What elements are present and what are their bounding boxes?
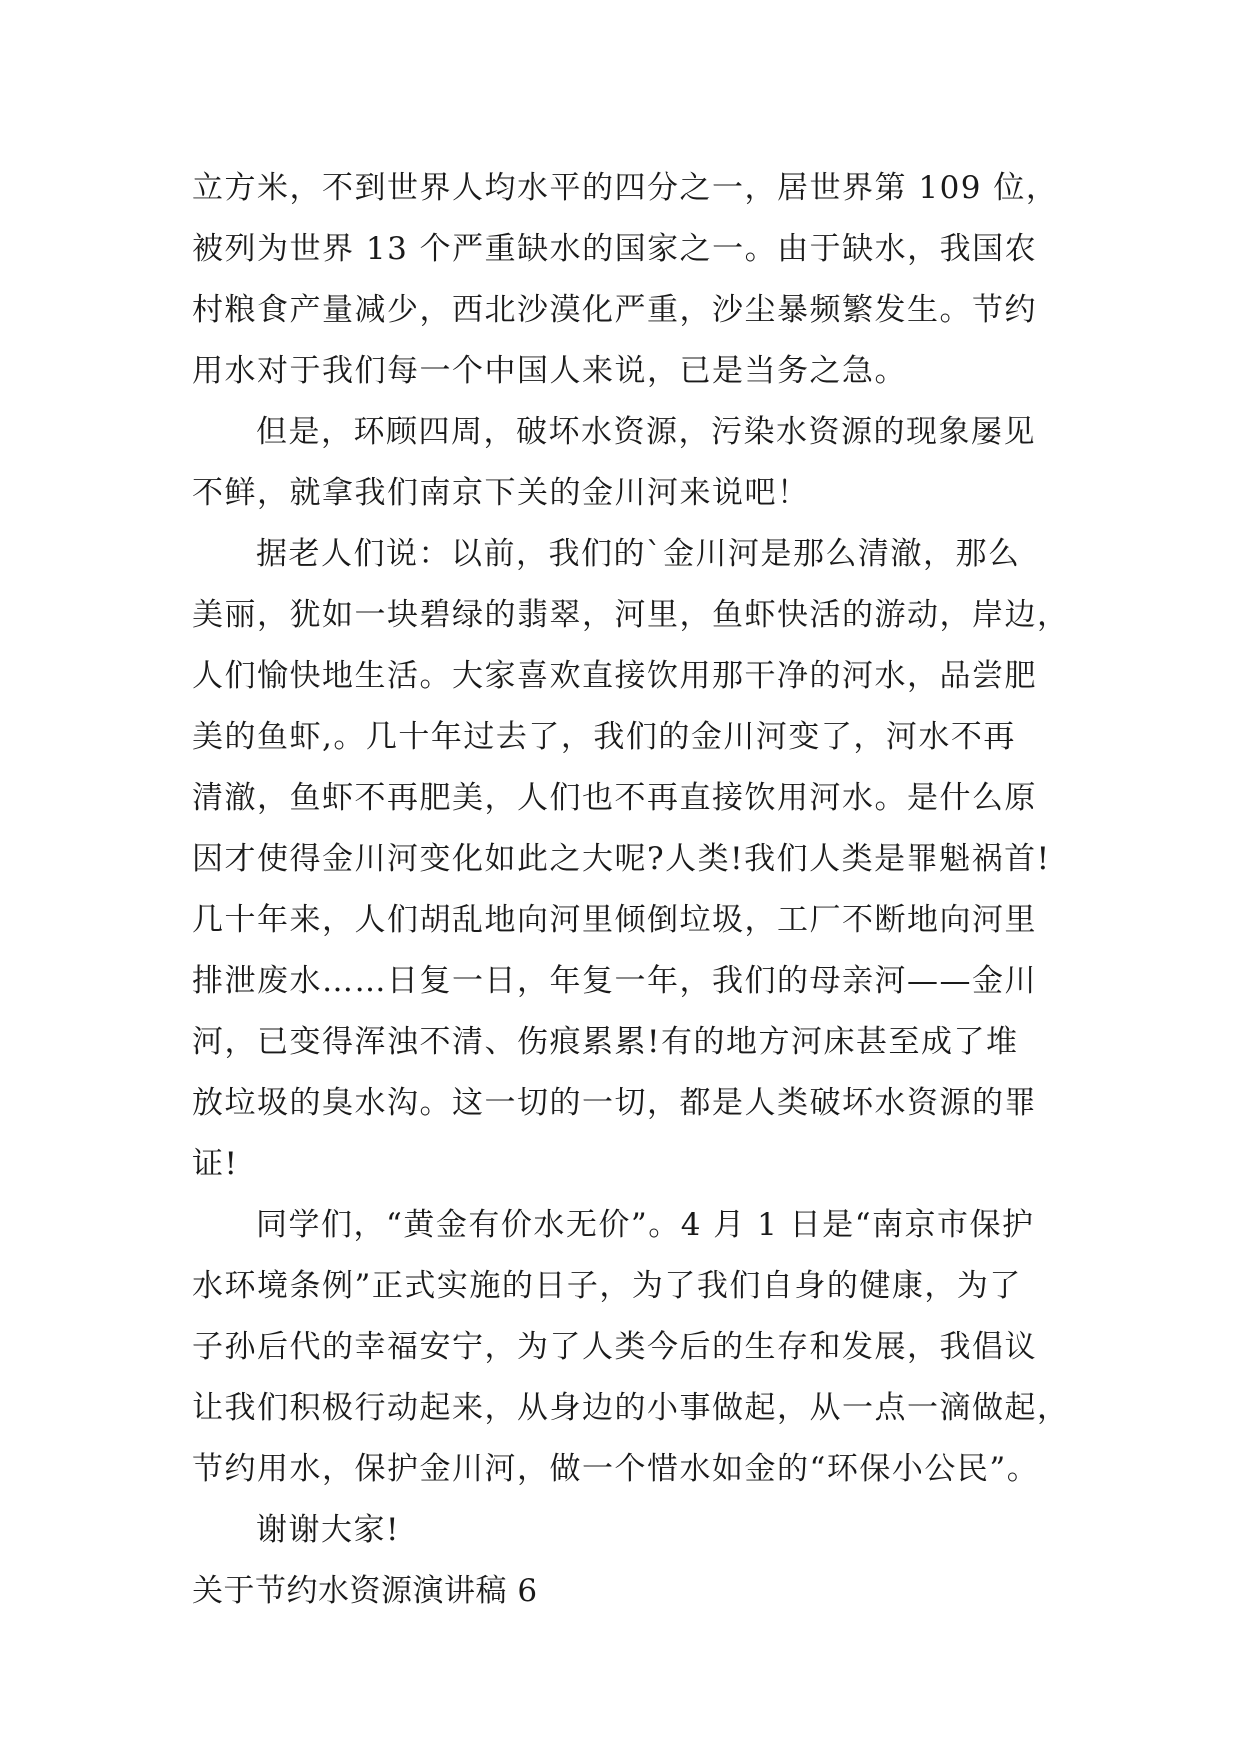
paragraph-start-line: 据老人们说：以前，我们的`金川河是那么清澈，那么 bbox=[256, 536, 1021, 572]
text-line: 不鲜，就拿我们南京下关的金川河来说吧！ bbox=[192, 475, 810, 511]
text-line: 因才使得金川河变化如此之大呢?人类!我们人类是罪魁祸首! bbox=[192, 841, 1051, 877]
text-line: 证! bbox=[192, 1146, 239, 1182]
text-line: 水环境条例”正式实施的日子，为了我们自身的健康，为了 bbox=[192, 1268, 1022, 1304]
text-line: 人们愉快地生活。大家喜欢直接饮用那干净的河水，品尝肥 bbox=[192, 658, 1037, 694]
text-line: 美的鱼虾,。几十年过去了，我们的金川河变了，河水不再 bbox=[192, 719, 1016, 755]
text-line: 河，已变得浑浊不清、伤痕累累!有的地方河床甚至成了堆 bbox=[192, 1024, 1019, 1060]
text-line: 用水对于我们每一个中国人来说，已是当务之急。 bbox=[192, 353, 907, 389]
text-line: 让我们积极行动起来，从身边的小事做起，从一点一滴做起， bbox=[192, 1390, 1070, 1426]
section-heading: 关于节约水资源演讲稿 6 bbox=[192, 1573, 538, 1609]
text-line: 村粮食产量减少，西北沙漠化严重，沙尘暴频繁发生。节约 bbox=[192, 292, 1037, 328]
text-line: 节约用水，保护金川河，做一个惜水如金的“环保小公民”。 bbox=[192, 1451, 1040, 1487]
text-line: 子孙后代的幸福安宁，为了人类今后的生存和发展，我倡议 bbox=[192, 1329, 1037, 1365]
paragraph-start-line: 谢谢大家! bbox=[256, 1512, 400, 1548]
text-line: 清澈，鱼虾不再肥美，人们也不再直接饮用河水。是什么原 bbox=[192, 780, 1037, 816]
text-line: 立方米，不到世界人均水平的四分之一，居世界第 109 位， bbox=[192, 170, 1059, 206]
text-line: 排泄废水……日复一日，年复一年，我们的母亲河——金川 bbox=[192, 963, 1037, 999]
paragraph-start-line: 同学们，“黄金有价水无价”。4 月 1 日是“南京市保护 bbox=[256, 1207, 1035, 1243]
text-line: 几十年来，人们胡乱地向河里倾倒垃圾，工厂不断地向河里 bbox=[192, 902, 1037, 938]
paragraph-start-line: 但是，环顾四周，破坏水资源，污染水资源的现象屡见 bbox=[256, 414, 1036, 450]
text-line: 美丽，犹如一块碧绿的翡翠，河里，鱼虾快活的游动，岸边， bbox=[192, 597, 1070, 633]
text-line: 放垃圾的臭水沟。这一切的一切，都是人类破坏水资源的罪 bbox=[192, 1085, 1037, 1121]
text-line: 被列为世界 13 个严重缺水的国家之一。由于缺水，我国农 bbox=[192, 231, 1038, 267]
